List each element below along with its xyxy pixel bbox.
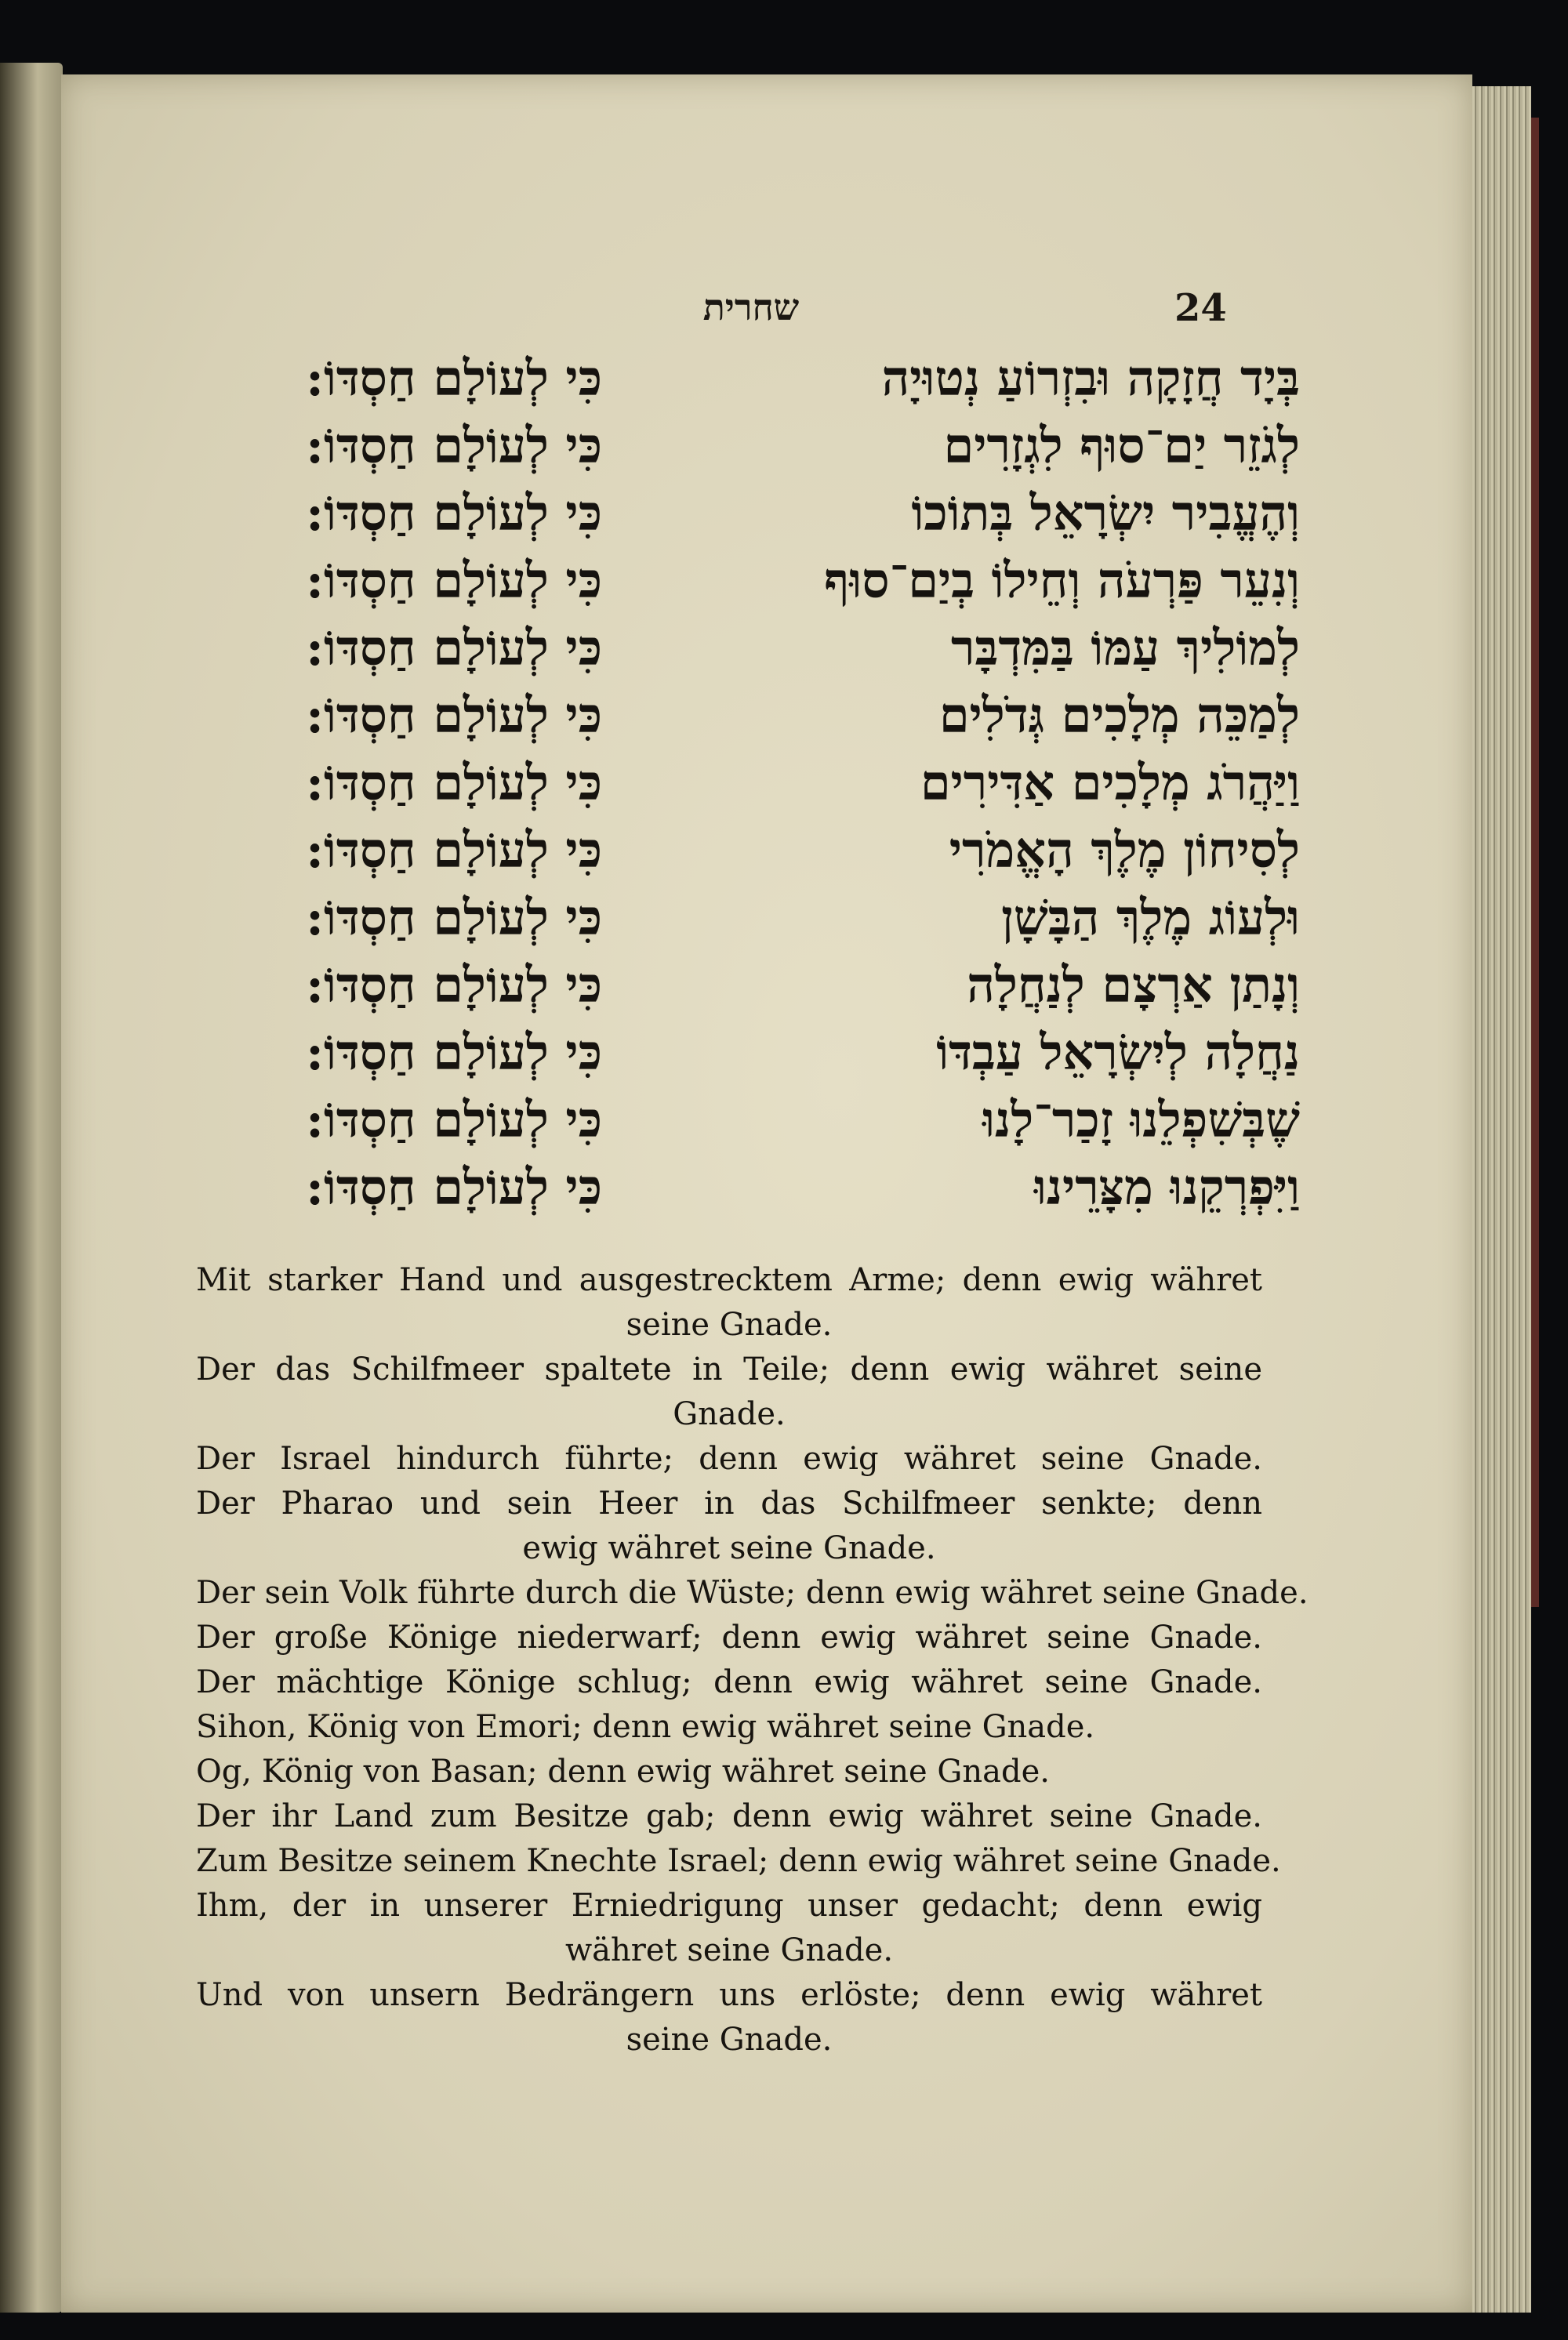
translation-entry bbox=[196, 1571, 1308, 1616]
hebrew-verse-row bbox=[163, 884, 1300, 952]
hebrew-verse: וְהֶעֱבִיר יִשְׂרָאֵל בְּתוֹכוֹ bbox=[911, 484, 1300, 542]
hebrew-refrain: כִּי לְעוֹלָם חַסְדּוֹ: bbox=[306, 1159, 602, 1216]
page-stack-edge bbox=[1472, 86, 1531, 2313]
hebrew-refrain: כִּי לְעוֹלָם חַסְדּוֹ: bbox=[306, 687, 602, 744]
hebrew-refrain: כִּי לְעוֹלָם חַסְדּוֹ: bbox=[306, 417, 602, 474]
hebrew-verse-row bbox=[163, 615, 1300, 682]
translation-line: Ihm, der in unserer Erniedrigung unser gedacht; denn ewig bbox=[196, 1888, 1262, 1924]
translation-line: Zum Besitze seinem Knechte Israel; denn ewig währet seine Gnade. bbox=[196, 1843, 1281, 1879]
hebrew-refrain: כִּי לְעוֹלָם חַסְדּוֹ: bbox=[306, 754, 602, 811]
translation-line: Der ihr Land zum Besitze gab; denn ewig währet seine Gnade. bbox=[196, 1798, 1262, 1834]
hebrew-verse: לְסִיחוֹן מֶלֶךְ הָאֱמֹרִי bbox=[949, 822, 1300, 879]
hebrew-verse-row bbox=[163, 1019, 1300, 1087]
hebrew-refrain: כִּי לְעוֹלָם חַסְדּוֹ: bbox=[306, 889, 602, 946]
translation-line: Og, König von Basan; denn ewig währet seine Gnade. bbox=[196, 1754, 1050, 1790]
hebrew-verse: לְמַכֵּה מְלָכִים גְּדֹלִים bbox=[938, 687, 1300, 744]
hebrew-verse: וּלְעוֹג מֶלֶךְ הַבָּשָׁן bbox=[1001, 889, 1300, 946]
translation-continuation: währet seine Gnade. bbox=[564, 1932, 894, 1968]
hebrew-refrain: כִּי לְעוֹלָם חַסְדּוֹ: bbox=[306, 1024, 602, 1081]
translation-line: Mit starker Hand und ausgestrecktem Arme; denn ewig währet bbox=[196, 1262, 1262, 1298]
translation-entry bbox=[196, 1750, 1262, 1794]
translation-line: Der mächtige Könige schlug; denn ewig währet seine Gnade. bbox=[196, 1664, 1262, 1700]
left-page-edge bbox=[0, 63, 63, 2313]
translation-line: Und von unsern Bedrängern uns erlöste; denn ewig währet bbox=[196, 1977, 1262, 2013]
translation-continuation: seine Gnade. bbox=[626, 2022, 833, 2058]
translation-entry bbox=[196, 1884, 1262, 1973]
translation-entry bbox=[196, 1660, 1262, 1705]
translation-continuation: seine Gnade. bbox=[626, 1307, 833, 1343]
hebrew-refrain: כִּי לְעוֹלָם חַסְדּוֹ: bbox=[306, 956, 602, 1014]
book-cover-edge bbox=[1531, 118, 1539, 1607]
hebrew-verse-row bbox=[163, 1154, 1300, 1221]
hebrew-verse: שֶׁבְּשִׁפְלֵנוּ זָכַר־לָנוּ bbox=[982, 1091, 1300, 1148]
hebrew-refrain: כִּי לְעוֹלָם חַסְדּוֹ: bbox=[306, 1091, 602, 1148]
hebrew-verse-row bbox=[163, 547, 1300, 615]
translation-entry bbox=[196, 1616, 1262, 1660]
hebrew-verse-row bbox=[163, 952, 1300, 1019]
translation-entry bbox=[196, 1437, 1262, 1482]
hebrew-verse-row bbox=[163, 682, 1300, 749]
hebrew-verse: וְנָתַן אַרְצָם לְנַחֲלָה bbox=[967, 956, 1300, 1014]
translation-continuation: Gnade. bbox=[673, 1396, 786, 1432]
hebrew-refrain: כִּי לְעוֹלָם חַסְדּוֹ: bbox=[306, 619, 602, 677]
german-translation-block bbox=[196, 1258, 1308, 2062]
hebrew-verse: וַיִּפְרְקֵנוּ מִצָּרֵינוּ bbox=[1033, 1159, 1300, 1216]
hebrew-verse: וְנִעֵר פַּרְעֹה וְחֵילוֹ בְיַם־סוּף bbox=[824, 552, 1300, 609]
hebrew-verse-row bbox=[163, 817, 1300, 884]
hebrew-refrain: כִּי לְעוֹלָם חַסְדּוֹ: bbox=[306, 484, 602, 542]
translation-entry bbox=[196, 1258, 1262, 1348]
hebrew-refrain: כִּי לְעוֹלָם חַסְדּוֹ: bbox=[306, 350, 602, 407]
book-page bbox=[61, 74, 1472, 2313]
translation-entry bbox=[196, 1973, 1262, 2062]
translation-line: Der große Könige niederwarf; denn ewig währet seine Gnade. bbox=[196, 1620, 1262, 1656]
translation-entry bbox=[196, 1794, 1262, 1839]
hebrew-verse-row bbox=[163, 1087, 1300, 1154]
translation-entry bbox=[196, 1839, 1281, 1884]
hebrew-refrain: כִּי לְעוֹלָם חַסְדּוֹ: bbox=[306, 552, 602, 609]
hebrew-psalm-block bbox=[163, 345, 1300, 1221]
hebrew-verse-row bbox=[163, 345, 1300, 412]
running-head bbox=[61, 286, 1472, 341]
translation-line: Der das Schilfmeer spaltete in Teile; denn ewig währet seine bbox=[196, 1351, 1262, 1388]
hebrew-verse: בְּיָד חֲזָקָה וּבִזְרוֹעַ נְטוּיָה bbox=[881, 350, 1300, 407]
hebrew-refrain: כִּי לְעוֹלָם חַסְדּוֹ: bbox=[306, 822, 602, 879]
translation-entry bbox=[196, 1482, 1262, 1571]
translation-line: Sihon, König von Emori; denn ewig währet seine Gnade. bbox=[196, 1709, 1095, 1745]
hebrew-verse-row bbox=[163, 412, 1300, 480]
page-number: 24 bbox=[1174, 286, 1227, 330]
hebrew-verse: וַיַּהֲרֹג מְלָכִים אַדִּירִים bbox=[920, 754, 1300, 811]
translation-continuation: ewig währet seine Gnade. bbox=[522, 1530, 936, 1566]
translation-entry bbox=[196, 1348, 1262, 1437]
translation-line: Der Pharao und sein Heer in das Schilfmeer senkte; denn bbox=[196, 1486, 1262, 1522]
hebrew-verse: לְגֹזֵר יַם־סוּף לִגְזָרִים bbox=[943, 417, 1300, 474]
hebrew-verse: לְמוֹלִיךְ עַמּוֹ בַּמִּדְבָּר bbox=[951, 619, 1300, 677]
translation-line: Der sein Volk führte durch die Wüste; denn ewig währet seine Gnade. bbox=[196, 1575, 1308, 1611]
hebrew-verse-row bbox=[163, 749, 1300, 817]
hebrew-verse-row bbox=[163, 480, 1300, 547]
page-title: שחרית bbox=[702, 286, 800, 328]
translation-line: Der Israel hindurch führte; denn ewig währet seine Gnade. bbox=[196, 1441, 1262, 1477]
hebrew-verse: נַחֲלָה לְיִשְׂרָאֵל עַבְדּוֹ bbox=[936, 1024, 1300, 1081]
translation-entry bbox=[196, 1705, 1262, 1750]
